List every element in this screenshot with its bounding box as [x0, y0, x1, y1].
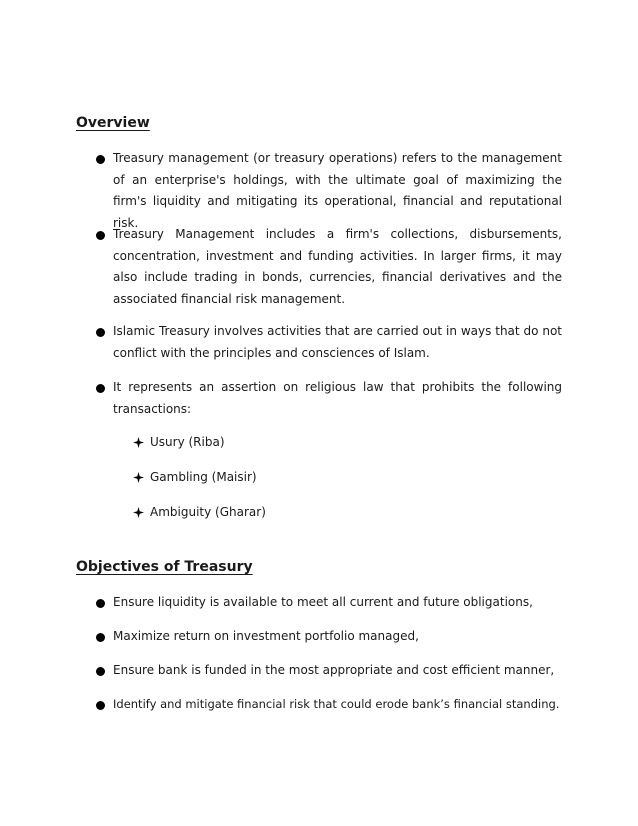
- overview-bullet-1-text: Treasury management (or treasury operations) refers to the management of an enterprise's holdings, with the ultimate goal of maximizing the firm's liquidity and mitigating its operational, financial and reputational risk.: [113, 151, 562, 230]
- bullet-dot: [96, 384, 105, 393]
- objective-bullet-1-text: Ensure liquidity is available to meet all current and future obligations,: [113, 595, 533, 609]
- objective-bullet-3-text: Ensure bank is funded in the most appropriate and cost efficient manner,: [113, 663, 555, 677]
- objective-bullet-2-text: Maximize return on investment portfolio managed,: [113, 629, 419, 643]
- overview-heading: Overview: [76, 115, 150, 131]
- objective-bullet-4-text: Identify and mitigate financial risk that could erode bank’s financial standing.: [113, 697, 560, 711]
- diamond-bullet-icon: [133, 437, 144, 448]
- bullet-dot: [96, 231, 105, 240]
- overview-bullet-4-text: It represents an assertion on religious law that prohibits the following transactions:: [113, 380, 562, 416]
- diamond-bullet-icon: [133, 507, 144, 518]
- bullet-dot: [96, 155, 105, 164]
- bullet-dot: [96, 599, 105, 608]
- bullet-dot: [96, 633, 105, 642]
- prohibited-item-3-text: Ambiguity (Gharar): [150, 505, 266, 519]
- prohibited-item-1: [0, 432, 638, 452]
- bullet-dot: [96, 667, 105, 676]
- overview-bullet-2-text: Treasury Management includes a firm's collections, disbursements, concentration, investment and funding activities. In larger firms, it may also include trading in bonds, currencies, financial derivatives and the associated financial risk management.: [113, 227, 562, 306]
- objectives-heading: Objectives of Treasury: [76, 559, 253, 575]
- prohibited-item-2-text: Gambling (Maisir): [150, 470, 257, 484]
- prohibited-item-3: [0, 502, 638, 522]
- bullet-dot: [96, 328, 105, 337]
- prohibited-item-1-text: Usury (Riba): [150, 435, 225, 449]
- overview-bullet-3-text: Islamic Treasury involves activities that are carried out in ways that do not conflict with the principles and consciences of Islam.: [113, 324, 562, 360]
- bullet-dot: [96, 701, 105, 710]
- diamond-bullet-icon: [133, 472, 144, 483]
- prohibited-item-2: [0, 467, 638, 487]
